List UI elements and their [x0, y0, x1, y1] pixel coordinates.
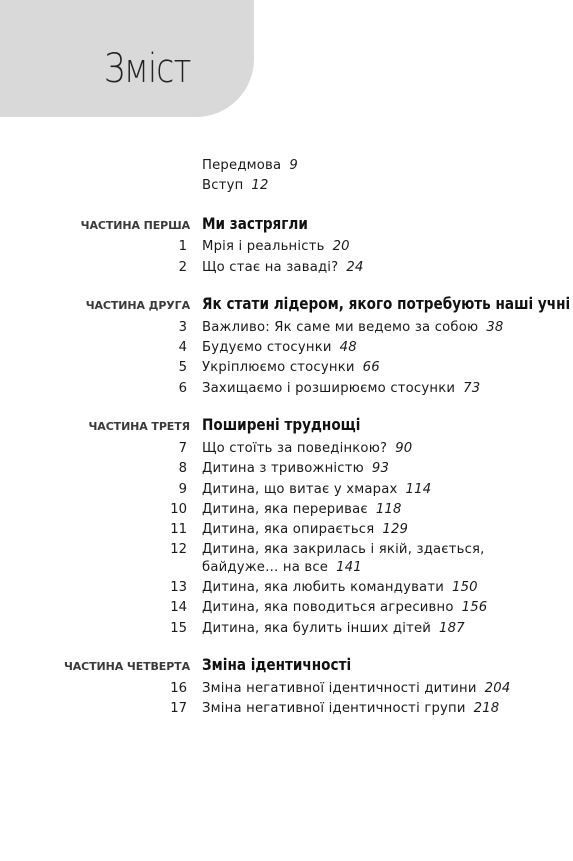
toc-entry[interactable] — [202, 701, 499, 716]
chapter-number: 15 — [170, 621, 187, 636]
entry-title: Дитина, яка поводиться агресивно — [202, 600, 454, 615]
part-title[interactable]: Як стати лідером, якого потребують наші учні — [202, 294, 571, 313]
entry-title: Дитина, що витає у хмарах — [202, 482, 398, 497]
chapter-number: 10 — [170, 502, 187, 517]
entry-title-continuation: байдуже… на все — [202, 560, 329, 575]
entry-page: 93 — [371, 461, 390, 476]
entry-title: Дитина, яка булить інших дітей — [202, 621, 432, 636]
entry-title: Вступ — [202, 178, 244, 193]
entry-page: 9 — [289, 158, 298, 173]
entry-page: 218 — [473, 701, 500, 716]
toc-entry[interactable] — [202, 522, 408, 537]
entry-title: Укріплюємо стосунки — [202, 360, 355, 375]
entry-page: 204 — [484, 681, 511, 696]
chapter-number: 13 — [170, 580, 187, 595]
toc-entry[interactable] — [202, 461, 389, 476]
part-title[interactable]: Поширені труднощі — [202, 415, 361, 434]
entry-title: Дитина з тривожністю — [202, 461, 364, 476]
part-label: ЧАСТИНА ЧЕТВЕРТА — [63, 660, 190, 673]
chapter-number: 12 — [170, 542, 187, 557]
chapter-number: 7 — [178, 441, 187, 456]
entry-page: 129 — [382, 522, 409, 537]
entry-page: 150 — [451, 580, 478, 595]
toc-entry[interactable] — [202, 600, 487, 615]
toc-entry[interactable] — [202, 542, 485, 557]
entry-page: 66 — [362, 360, 380, 375]
toc-entry-preface[interactable] — [202, 158, 298, 173]
entry-page: 38 — [486, 320, 504, 335]
entry-page: 187 — [439, 621, 465, 636]
entry-title: Що стоїть за поведінкою? — [202, 441, 388, 456]
entry-title: Зміна негативної ідентичності дитини — [202, 681, 477, 696]
entry-page: 73 — [463, 381, 481, 396]
chapter-number: 6 — [178, 381, 187, 396]
entry-title: Що стає на заваді? — [202, 260, 339, 275]
toc-entry[interactable] — [202, 340, 357, 355]
entry-page: 48 — [339, 340, 357, 355]
toc-entry[interactable] — [202, 320, 504, 335]
toc-entry[interactable] — [202, 360, 380, 375]
chapter-number: 9 — [178, 482, 187, 497]
chapter-number: 2 — [178, 260, 187, 275]
chapter-number: 1 — [178, 239, 187, 254]
entry-title: Будуємо стосунки — [202, 340, 332, 355]
toc-entry[interactable] — [202, 482, 431, 497]
chapter-number: 3 — [178, 320, 187, 335]
toc-entry[interactable] — [202, 621, 465, 636]
toc-entry[interactable] — [202, 441, 412, 456]
part-title[interactable]: Зміна ідентичності — [202, 655, 352, 674]
entry-page: 156 — [461, 600, 488, 615]
entry-page: 114 — [405, 482, 432, 497]
toc-entry[interactable] — [202, 260, 364, 275]
page-title: Зміст — [104, 46, 191, 92]
entry-page: 20 — [332, 239, 350, 254]
chapter-number: 4 — [178, 340, 187, 355]
chapter-number: 14 — [170, 600, 187, 615]
entry-title: Зміна негативної ідентичності групи — [202, 701, 466, 716]
entry-page: 141 — [336, 560, 362, 575]
toc-entry-intro[interactable] — [202, 178, 269, 193]
toc-entry[interactable] — [202, 580, 478, 595]
entry-page: 24 — [346, 260, 364, 275]
part-label: ЧАСТИНА ТРЕТЯ — [88, 420, 190, 433]
entry-title: Передмова — [202, 158, 282, 173]
part-label: ЧАСТИНА ПЕРША — [80, 219, 190, 232]
part-label: ЧАСТИНА ДРУГА — [85, 299, 190, 312]
entry-title: Дитина, яка опирається — [202, 522, 375, 537]
entry-page: 118 — [375, 502, 402, 517]
entry-title: Дитина, яка закрилась і якій, здається, — [202, 542, 485, 557]
toc-entry[interactable] — [202, 502, 402, 517]
entry-title: Важливо: Як саме ми ведемо за собою — [202, 320, 479, 335]
entry-page: 90 — [395, 441, 413, 456]
toc-entry[interactable] — [202, 681, 510, 696]
entry-title: Захищаємо і розширюємо стосунки — [202, 381, 456, 396]
chapter-number: 11 — [170, 522, 187, 537]
toc-entry-continuation[interactable] — [202, 560, 362, 575]
entry-title: Дитина, яка перериває — [202, 502, 368, 517]
chapter-number: 8 — [178, 461, 187, 476]
toc-entry[interactable] — [202, 381, 480, 396]
entry-title: Мрія і реальність — [202, 239, 325, 254]
toc-entry[interactable] — [202, 239, 350, 254]
chapter-number: 16 — [170, 681, 187, 696]
chapter-number: 17 — [170, 701, 187, 716]
part-title[interactable]: Ми застрягли — [202, 214, 308, 233]
chapter-number: 5 — [178, 360, 187, 375]
entry-page: 12 — [251, 178, 269, 193]
entry-title: Дитина, яка любить командувати — [202, 580, 444, 595]
